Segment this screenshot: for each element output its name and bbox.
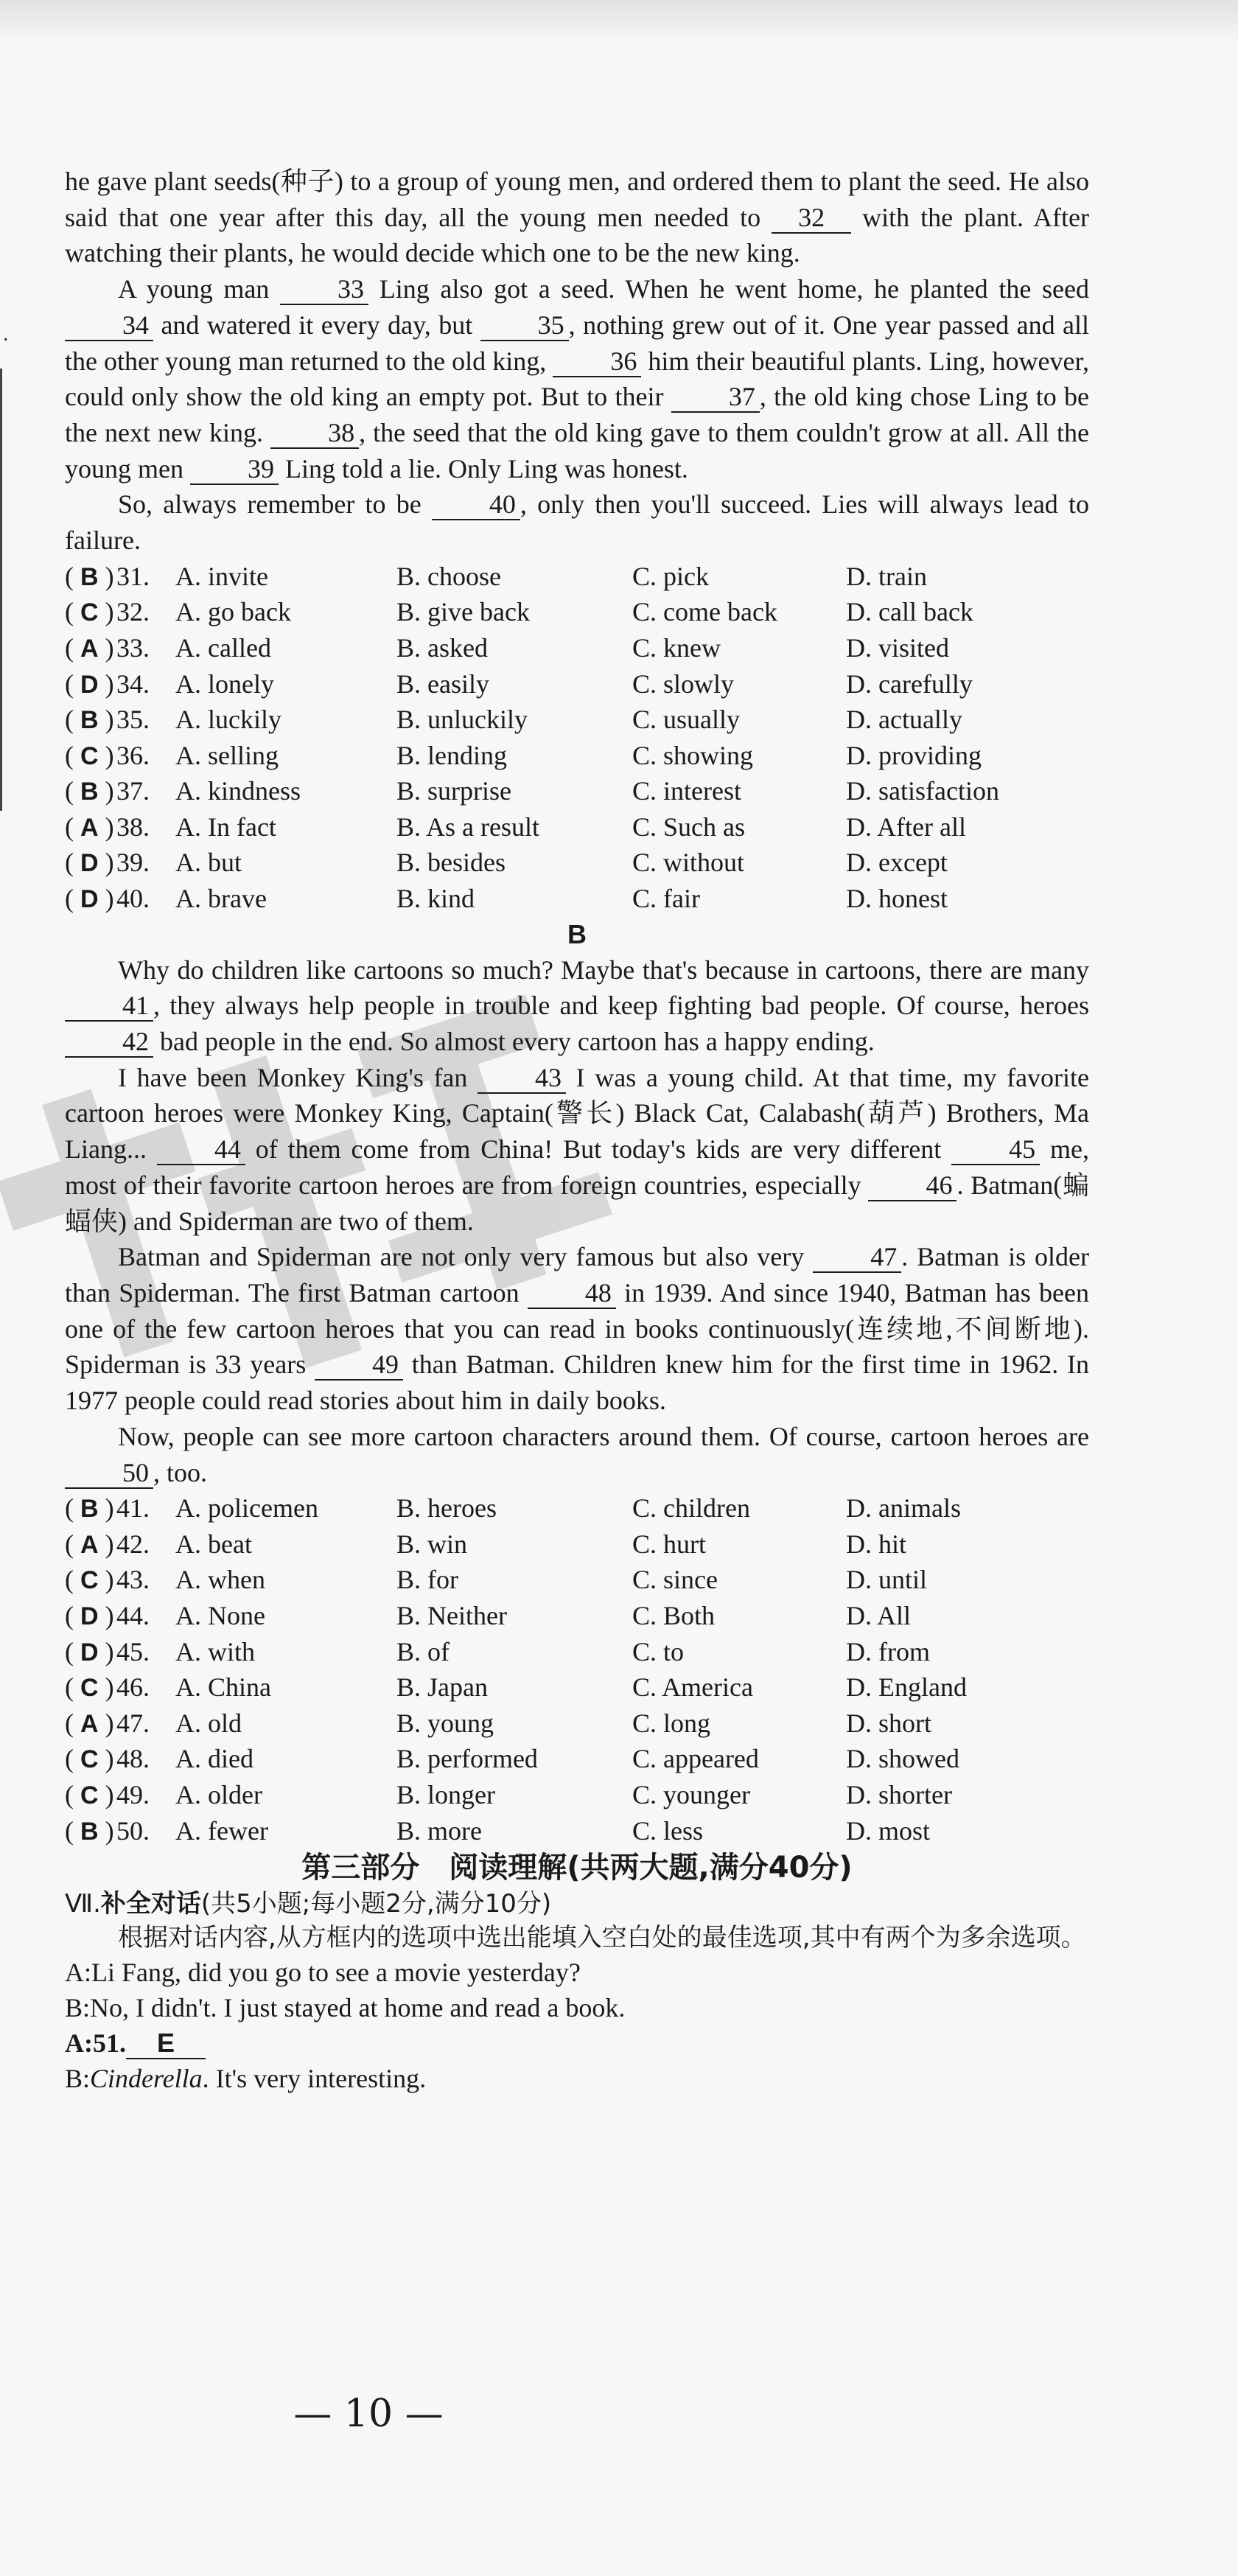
option-a: A. selling [175,740,279,770]
answer-mark: ( C ) [65,597,114,627]
answer-mark: ( A ) [65,1708,114,1738]
option-d: D. carefully [846,669,973,699]
option-row [65,1813,1089,1849]
option-d: D. visited [846,632,949,663]
section-7-number: Ⅶ. [65,1889,101,1919]
option-a: A. None [175,1601,265,1630]
option-c: C. fair [632,884,700,914]
option-d: D. shorter [846,1779,952,1809]
option-a: A. died [175,1744,253,1774]
option-c: C. slowly [632,669,735,699]
blank-48: 48 [528,1278,616,1309]
blank-44: 44 [157,1134,245,1165]
answer-mark: ( B ) [65,1493,114,1523]
option-c: C. showing [632,740,754,770]
option-b: B. unluckily [396,705,528,735]
blank-34: 34 [65,310,153,341]
option-a: A. called [175,632,271,663]
passage-a-paragraph-2: A young man 33 Ling also got a seed. When he went home, he planted the seed 34 and watered it every day, but 35 , nothing grew out of it. One year passed and all the other young man returned to the old king, 36 him their beautiful plants. Ling, however, could only show the old king an empty pot. But to their 37 , the old king chose Ling to be the next new king. 38 , the seed that the old king gave to them couldn't grow at all. All the young men 39 Ling told a lie. Only Ling was honest. [65,274,1090,484]
option-row [65,630,1089,666]
answer-mark: ( D ) [65,669,114,699]
option-c: C. appeared [632,1744,759,1774]
option-a: A. with [175,1636,255,1666]
answer-mark: ( B ) [65,561,114,591]
option-row [65,1669,1089,1706]
question-number: 32. [116,597,150,627]
option-c: C. long [632,1708,711,1738]
question-number: 46. [116,1672,150,1703]
question-number: 48. [116,1744,150,1774]
option-c: C. Both [632,1601,716,1630]
section-b-heading: B [567,918,587,949]
section-7-title: 补全对话 [100,1889,201,1919]
blank-46: 46 [868,1170,957,1201]
question-number: 44. [116,1601,150,1630]
question-number: 43. [116,1565,150,1595]
option-b: B. longer [396,1779,495,1809]
blank-41: 41 [65,991,153,1022]
option-row [65,845,1089,881]
passage-b-paragraph-4: Now, people can see more cartoon characters around them. Of course, cartoon heroes are 50 , too. [65,1419,1089,1490]
option-b: B. Japan [396,1672,488,1703]
option-b: B. easily [396,669,489,699]
options-list-a [65,559,1089,917]
answer-mark: ( D ) [65,1601,114,1630]
option-d: D. train [846,561,927,591]
blank-38: 38 [270,418,359,449]
document-page [65,164,1089,2096]
option-row [65,1777,1089,1813]
answer-mark: ( D ) [65,884,114,914]
answer-mark: ( B ) [65,776,114,806]
options-list-b [65,1490,1089,1849]
option-d: D. satisfaction [846,776,999,806]
option-b: B. As a result [396,811,539,842]
question-number: 36. [116,740,150,770]
option-b: B. surprise [396,776,511,806]
answer-mark: ( B ) [65,705,114,735]
option-a: A. but [175,848,242,878]
option-d: D. After all [846,811,966,842]
option-c: C. interest [632,776,741,806]
question-number: 34. [116,669,150,699]
option-d: D. hit [846,1529,907,1559]
answer-mark: ( A ) [65,632,114,663]
question-number: 33. [116,632,150,663]
option-c: C. Such as [632,811,745,842]
option-row [65,1598,1089,1634]
option-b: B. kind [396,884,475,914]
option-a: A. old [175,1708,242,1738]
option-b: B. young [396,1708,494,1738]
option-c: C. knew [632,632,721,663]
option-row [65,1526,1089,1563]
binding-line [0,369,2,811]
option-c: C. pick [632,561,709,591]
question-number: 40. [116,884,150,914]
option-row [65,738,1089,774]
section-7-heading [65,1887,1089,1921]
option-d: D. most [846,1815,931,1846]
blank-50: 50 [65,1458,153,1489]
option-c: C. come back [632,597,777,627]
option-c: C. to [632,1636,685,1666]
option-a: A. kindness [175,776,301,806]
option-d: D. All [846,1601,912,1630]
answer-51: E [126,2028,206,2059]
option-a: A. invite [175,561,268,591]
blank-35: 35 [480,310,569,341]
option-row [65,1634,1089,1670]
option-row [65,666,1089,702]
passage-b-paragraph-3: Batman and Spiderman are not only very famous but also very 47 . Batman is older than Spiderman. The first Batman cartoon 48 in 1939. And since 1940, Batman has been one of the few cartoon heroes that you can read in books continuously(连续地,不间断地). Spiderman is 33 years 49 than Batman. Children knew him for the first time in 1962. In 1977 people could read stories about him in daily books. [65,1242,1090,1416]
option-c: C. hurt [632,1529,707,1559]
option-c: C. America [632,1672,753,1703]
option-row [65,773,1089,809]
option-a: A. China [175,1672,271,1703]
question-number: 42. [116,1529,150,1559]
option-row [65,594,1089,630]
question-number: 45. [116,1636,150,1666]
option-b: B. choose [396,561,501,591]
blank-32: 32 [772,203,851,234]
option-c: C. children [632,1493,750,1523]
option-row [65,1741,1089,1777]
dialogue-line-3: A:51. E [65,2025,1089,2061]
option-row [65,702,1089,738]
option-d: D. call back [846,597,973,627]
blank-45: 45 [951,1134,1040,1165]
option-b: B. lending [396,740,507,770]
passage-a-paragraph-3: So, always remember to be 40 , only then you'll succeed. Lies will always lead to failure. [65,489,1089,556]
dialogue-line-4: B:Cinderella. It's very interesting. [65,2064,427,2094]
answer-mark: ( B ) [65,1815,114,1846]
answer-mark: ( A ) [65,811,114,842]
blank-43: 43 [478,1063,566,1094]
option-d: D. short [846,1708,931,1738]
answer-mark: ( C ) [65,1672,114,1703]
passage-b-paragraph-2: I have been Monkey King's fan 43 I was a young child. At that time, my favorite cartoon heroes were Monkey King, Captain(警长) Black Cat, Calabash(葫芦) Brothers, Ma Liang... 44 of them come from China! But today's kids are very different 45 me, most of their favorite cartoon heroes are from foreign countries, especially 46 . Batman(蝙蝠侠) and Spiderman are two of them. [65,1062,1090,1236]
option-d: D. until [846,1565,928,1595]
question-number: 49. [116,1779,150,1809]
passage-b-paragraph-1: Why do children like cartoons so much? Maybe that's because in cartoons, there are many 41 , they always help people in trouble and keep fighting bad people. Of course, heroes 42 bad people in the end. So almost every cartoon has a happy ending. [65,952,1089,1060]
option-b: B. give back [396,597,530,627]
option-d: D. honest [846,884,948,914]
question-number: 50. [116,1815,150,1846]
blank-49: 49 [315,1350,403,1381]
option-b: B. asked [396,632,488,663]
answer-mark: ( D ) [65,1636,114,1666]
option-c: C. since [632,1565,718,1595]
question-number: 38. [116,811,150,842]
option-d: D. from [846,1636,930,1666]
blank-37: 37 [671,382,760,413]
option-b: B. more [396,1815,482,1846]
question-number: 31. [116,561,150,591]
blank-36: 36 [553,346,641,377]
answer-mark: ( C ) [65,740,114,770]
blank-40: 40 [432,489,520,520]
option-b: B. performed [396,1744,538,1774]
option-row [65,1562,1089,1598]
option-d: D. animals [846,1493,961,1523]
answer-mark: ( C ) [65,1744,114,1774]
option-row [65,559,1089,595]
question-number: 41. [116,1493,150,1523]
option-b: B. for [396,1565,458,1595]
option-a: A. lonely [175,669,274,699]
option-d: D. except [846,848,948,878]
option-c: C. less [632,1815,704,1846]
option-a: A. when [175,1565,265,1595]
option-a: A. beat [175,1529,252,1559]
blank-42: 42 [65,1027,153,1058]
blank-39: 39 [190,454,279,485]
question-number: 39. [116,848,150,878]
question-number: 37. [116,776,150,806]
answer-mark: ( C ) [65,1565,114,1595]
option-row [65,809,1089,845]
option-a: A. fewer [175,1815,268,1846]
option-a: A. go back [175,597,291,627]
blank-33: 33 [280,274,368,305]
page-number: — 10 — [293,2392,444,2436]
answer-mark: ( D ) [65,848,114,878]
scan-top-edge [0,0,1238,44]
option-c: C. usually [632,705,741,735]
question-number: 47. [116,1708,150,1738]
question-number: 35. [116,705,150,735]
option-row [65,1490,1089,1526]
option-b: B. besides [396,848,506,878]
answer-mark: ( C ) [65,1779,114,1809]
blank-47: 47 [813,1242,901,1273]
option-d: D. actually [846,705,962,735]
part-three-title: 第三部分 阅读理解(共两大题,满分40分) [301,1851,853,1885]
option-c: C. younger [632,1779,750,1809]
answer-mark: ( A ) [65,1529,114,1559]
option-d: D. England [846,1672,967,1703]
dialogue-line-1: A:Li Fang, did you go to see a movie yesterday? [65,1958,581,1988]
option-a: A. brave [175,884,267,914]
option-a: A. policemen [175,1493,318,1523]
option-a: A. In fact [175,811,276,842]
passage-a-paragraph-1: he gave plant seeds(种子) to a group of young men, and ordered them to plant the seed. He also said that one year after this day, all the young men needed to 32 with the plant. After watching their plants, he would decide which one to be the new king. [65,167,1090,268]
option-b: B. Neither [396,1601,507,1630]
section-7-detail: (共5小题;每小题2分,满分10分) [200,1889,552,1919]
option-b: B. of [396,1636,450,1666]
dialogue-line-2: B:No, I didn't. I just stayed at home and read a book. [65,1993,626,2023]
option-c: C. without [632,848,745,878]
section-7-instruction: 根据对话内容,从方框内的选项中选出能填入空白处的最佳选项,其中有两个为多余选项。 [118,1923,1086,1953]
option-row [65,881,1089,917]
option-d: D. showed [846,1744,959,1774]
option-b: B. win [396,1529,468,1559]
option-b: B. heroes [396,1493,497,1523]
margin-mark: . [3,321,9,346]
option-d: D. providing [846,740,982,770]
option-a: A. luckily [175,705,281,735]
option-row [65,1706,1089,1742]
option-a: A. older [175,1779,262,1809]
